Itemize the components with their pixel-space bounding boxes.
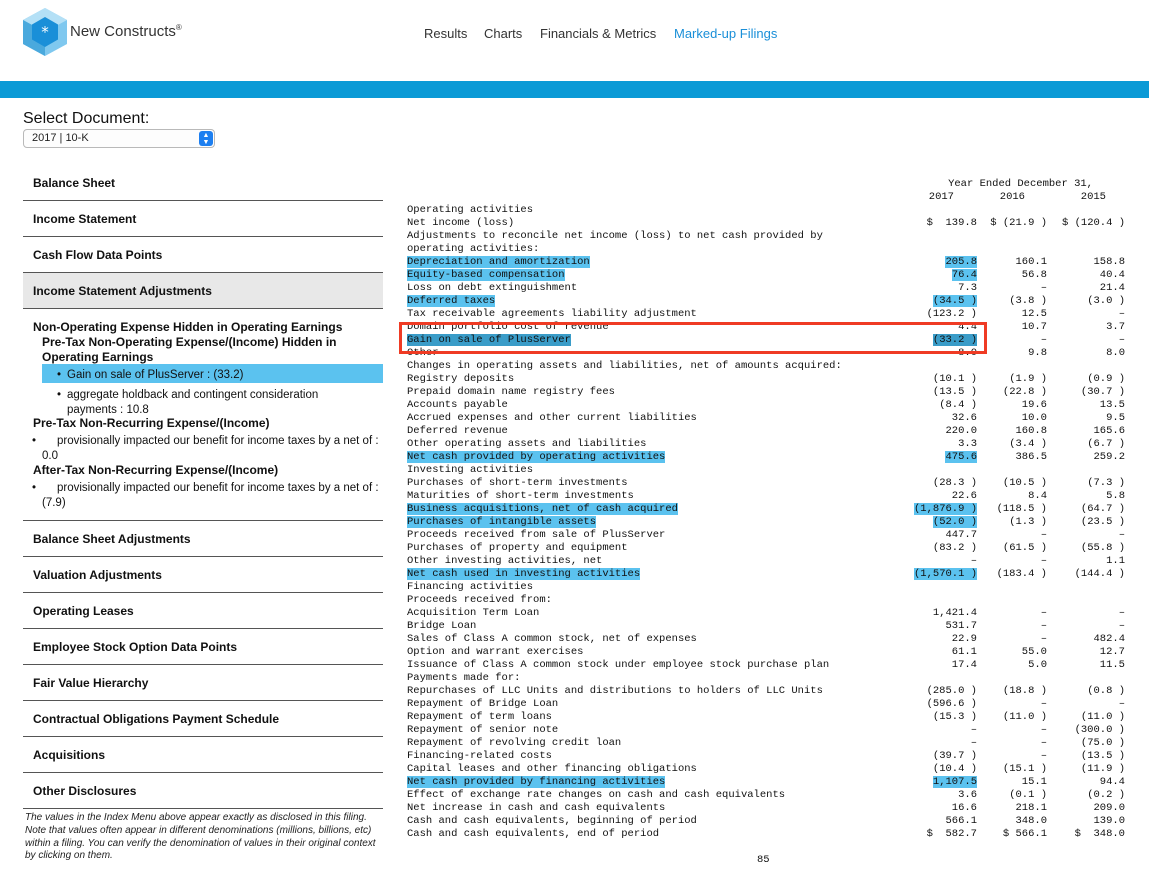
period-header: Year Ended December 31, [948,178,1093,190]
filing-value-2016: 386.5 [1015,451,1047,463]
filing-value-2017[interactable]: (33.2 ) [932,334,977,346]
sidebar-contractual-obligations[interactable]: Contractual Obligations Payment Schedule [23,701,383,737]
filing-row-label: Other operating assets and liabilities [407,438,647,450]
filing-value-2015: (55.8 ) [1080,542,1125,554]
filing-row-label: Repayment of senior note [407,724,559,736]
filing-value-2017: (596.6 ) [926,698,977,710]
nav-marked-up-filings[interactable]: Marked-up Filings [674,26,778,41]
filing-value-2016: (3.4 ) [1009,438,1047,450]
year-2016: 2016 [999,191,1025,203]
filing-value-2016: 19.6 [1021,399,1047,411]
filing-value-2015: (6.7 ) [1087,438,1125,450]
filing-value-2015: (7.3 ) [1087,477,1125,489]
filing-value-2016: (183.4 ) [996,568,1047,580]
item-aggregate-holdback[interactable]: • aggregate holdback and contingent consideration payments : 10.8 [57,389,319,416]
filing-value-2017: 61.1 [951,646,977,658]
filing-value-2017: (83.2 ) [932,542,977,554]
filing-value-2015: – [1118,334,1125,346]
filing-value-2016: (22.8 ) [1002,386,1047,398]
select-arrows-icon: ▲ ▼ [199,131,213,146]
filing-value-2015: $ (120.4 ) [1061,217,1125,229]
nav-results[interactable]: Results [424,26,468,41]
filing-row-label: Loss on debt extinguishment [407,282,578,294]
filing-value-2015: – [1118,308,1125,320]
filing-value-2015: 21.4 [1099,282,1125,294]
filing-value-2015: – [1118,529,1125,541]
filing-value-2016: (15.1 ) [1002,763,1047,775]
filing-value-2015: 209.0 [1093,802,1125,814]
filing-value-2017: 566.1 [945,815,977,827]
filing-row-label: Payments made for: [407,672,521,684]
filing-value-2016: (18.8 ) [1002,685,1047,697]
filing-row-label[interactable]: Net cash provided by operating activities [407,451,666,463]
filing-value-2016: (1.3 ) [1009,516,1047,528]
filing-value-2016: (11.0 ) [1002,711,1047,723]
filing-value-2016: 9.8 [1028,347,1047,359]
filing-value-2016: $ (21.9 ) [990,217,1047,229]
filing-row-label: Other investing activities, net [407,555,603,567]
filing-row-label[interactable]: Depreciation and amortization [407,256,590,268]
filing-row-label: Operating activities [407,204,534,216]
filing-value-2017: (8.4 ) [939,399,977,411]
filing-value-2015: 482.4 [1093,633,1125,645]
filing-value-2017: (285.0 ) [926,685,977,697]
filing-row-label: Acquisition Term Loan [407,607,540,619]
filing-value-2017: 447.7 [945,529,977,541]
filing-value-2017: (39.7 ) [932,750,977,762]
sidebar-acquisitions[interactable]: Acquisitions [23,737,383,773]
filing-value-2017[interactable]: (1,570.1 ) [913,568,977,580]
filing-row-label: Maturities of short-term investments [407,490,634,502]
filing-row-label: Domain portfolio cost of revenue [407,321,609,333]
filing-row-label: Tax receivable agreements liability adjustment [407,308,697,320]
filing-row-label: Repayment of revolving credit loan [407,737,622,749]
filing-row-label: Purchases of property and equipment [407,542,628,554]
filing-value-2016: (1.9 ) [1009,373,1047,385]
sidebar-other-disclosures[interactable]: Other Disclosures [23,773,383,809]
document-select-value: 2017 | 10-K [32,132,89,144]
filing-row-label: Prepaid domain name registry fees [407,386,615,398]
filing-row-label: Proceeds received from sale of PlusServer [407,529,666,541]
filing-value-2017: (15.3 ) [932,711,977,723]
filing-value-2017: (123.2 ) [926,308,977,320]
item-gain-on-sale-plusserver[interactable]: • Gain on sale of PlusServer : (33.2) [57,369,244,381]
filing-value-2017[interactable]: 76.4 [951,269,977,281]
sidebar-balance-sheet[interactable]: Balance Sheet [23,165,383,201]
svg-text:*: * [41,23,49,41]
filing-row-label: Repayment of term loans [407,711,552,723]
filing-value-2016: 160.8 [1015,425,1047,437]
filing-value-2015: (300.0 ) [1074,724,1125,736]
filing-row-label[interactable]: Equity-based compensation [407,269,565,281]
filing-row-label: Changes in operating assets and liabilities, net of amounts acquired: [407,360,842,372]
filing-value-2015: 9.5 [1106,412,1125,424]
filing-value-2016: 348.0 [1015,815,1047,827]
filing-row-label[interactable]: Net cash provided by financing activities [407,776,666,788]
filing-row-label: Cash and cash equivalents, beginning of period [407,815,697,827]
year-2015: 2015 [1080,191,1106,203]
filing-value-2015: 5.8 [1106,490,1125,502]
filing-value-2017: $ 139.8 [926,217,977,229]
filing-value-2015: 13.5 [1099,399,1125,411]
filing-value-2016: – [1040,334,1047,346]
filing-row-label[interactable]: Purchases of intangible assets [407,516,597,528]
filing-value-2016: – [1040,607,1047,619]
filing-value-2017[interactable]: (1,876.9 ) [913,503,977,515]
filing-row-label: Repurchases of LLC Units and distributions to holders of LLC Units [407,685,823,697]
filing-value-2015: (64.7 ) [1080,503,1125,515]
sidebar-fair-value-hierarchy[interactable]: Fair Value Hierarchy [23,665,383,701]
filing-row-label: Registry deposits [407,373,515,385]
filing-value-2016: 55.0 [1021,646,1047,658]
filing-value-2015: (0.9 ) [1087,373,1125,385]
filing-value-2016: – [1040,555,1047,567]
filing-value-2015: (11.9 ) [1080,763,1125,775]
aftertax-nonrecurring-heading[interactable]: After-Tax Non-Recurring Expense/(Income) [33,463,279,477]
filing-value-2016: 218.1 [1015,802,1047,814]
filing-value-2015: – [1118,698,1125,710]
pretax-hidden-heading[interactable]: Pre-Tax Non-Operating Expense/(Income) Hidden in Operating Earnings [42,335,337,364]
filing-value-2015: 12.7 [1099,646,1125,658]
filing-value-2017[interactable]: 205.8 [945,256,977,268]
filing-value-2017: – [970,555,977,567]
highlight-box-plusserver [399,322,987,354]
sidebar-cash-flow-data-points[interactable]: Cash Flow Data Points [23,237,383,273]
filing-value-2016: 10.7 [1021,321,1047,333]
filing-value-2016: 56.8 [1021,269,1047,281]
filing-value-2016: – [1040,750,1047,762]
filing-row-label: Deferred revenue [407,425,508,437]
filing-row-label: Option and warrant exercises [407,646,584,658]
header-accent-bar [0,81,1149,98]
filing-value-2015: (13.5 ) [1080,750,1125,762]
filing-value-2017: 32.6 [951,412,977,424]
filing-value-2015: 94.4 [1099,776,1125,788]
filing-value-2016: $ 566.1 [1002,828,1047,840]
filing-row-label: Other [407,347,439,359]
filing-value-2017: (10.4 ) [932,763,977,775]
nonop-expense-heading[interactable]: Non-Operating Expense Hidden in Operating Earnings [33,320,343,334]
filing-row-label: Investing activities [407,464,534,476]
filing-value-2016: 8.4 [1028,490,1047,502]
nav-financials-metrics[interactable]: Financials & Metrics [540,26,657,41]
index-menu-note: The values in the Index Menu above appear exactly as disclosed in this filing. Note that values often appear in different denominations (millions, billions, etc) within a filing. You can verify the denomination of values in their original context by clicking on them. [25,812,376,862]
filing-value-2015: (23.5 ) [1080,516,1125,528]
filing-value-2017: (28.3 ) [932,477,977,489]
filing-row-label[interactable]: Gain on sale of PlusServer [407,334,571,346]
filing-value-2015: (75.0 ) [1080,737,1125,749]
filing-value-2016: 12.5 [1021,308,1047,320]
filing-row-label: Net increase in cash and cash equivalents [407,802,666,814]
filing-value-2017: (10.1 ) [932,373,977,385]
filing-row-label: Adjustments to reconcile net income (loss) to net cash provided by [407,230,823,242]
filing-value-2017: 17.4 [951,659,977,671]
filing-value-2015: (3.0 ) [1087,295,1125,307]
filing-value-2017[interactable]: (52.0 ) [932,516,977,528]
sidebar-balance-sheet-adjustments[interactable]: Balance Sheet Adjustments [23,521,383,557]
filing-value-2015: $ 348.0 [1074,828,1125,840]
item-aftertax-provisional[interactable]: • provisionally impacted our benefit for income taxes by a net of : (7.9) [32,482,379,509]
page-number: 85 [757,854,770,866]
filing-value-2017: $ 582.7 [926,828,977,840]
sidebar-operating-leases[interactable]: Operating Leases [23,593,383,629]
filing-value-2017[interactable]: 1,107.5 [932,776,977,788]
filing-value-2016: – [1040,698,1047,710]
filing-value-2017: 4.4 [958,321,977,333]
brand-name: New Constructs® [70,23,182,40]
sidebar-income-statement-adjustments[interactable]: Income Statement Adjustments [23,273,383,309]
filing-value-2015: (144.4 ) [1074,568,1125,580]
sidebar-income-statement[interactable]: Income Statement [23,201,383,237]
filing-row-label: Issuance of Class A common stock under employee stock purchase plan [407,659,830,671]
filing-row-label: Repayment of Bridge Loan [407,698,559,710]
filing-value-2015: 158.8 [1093,256,1125,268]
filing-value-2016: – [1040,737,1047,749]
filing-value-2016: – [1040,724,1047,736]
filing-value-2016: 160.1 [1015,256,1047,268]
filing-value-2017: (13.5 ) [932,386,977,398]
filing-row-label: Capital leases and other financing obligations [407,763,697,775]
nav-charts[interactable]: Charts [484,26,523,41]
filing-value-2016: (10.5 ) [1002,477,1047,489]
filing-value-2015: 11.5 [1099,659,1125,671]
filing-row-label: Proceeds received from: [407,594,552,606]
filing-value-2015: 40.4 [1099,269,1125,281]
sidebar-valuation-adjustments[interactable]: Valuation Adjustments [23,557,383,593]
filing-value-2016: (3.8 ) [1009,295,1047,307]
filing-value-2015: (0.2 ) [1087,789,1125,801]
year-2017: 2017 [928,191,954,203]
filing-value-2015: (30.7 ) [1080,386,1125,398]
filing-value-2016: – [1040,620,1047,632]
item-pretax-provisional[interactable]: • provisionally impacted our benefit for income taxes by a net of : 0.0 [32,435,379,462]
filing-row-label: Bridge Loan [407,620,477,632]
filing-value-2016: 5.0 [1028,659,1047,671]
filing-row-label: Financing activities [407,581,534,593]
document-select[interactable] [23,129,215,148]
filing-value-2016: – [1040,282,1047,294]
filing-value-2015: 259.2 [1093,451,1125,463]
filing-value-2015: (0.8 ) [1087,685,1125,697]
filing-value-2015: 165.6 [1093,425,1125,437]
filing-value-2017: 8.0 [958,347,977,359]
filing-row-label: operating activities: [407,243,540,255]
filing-value-2017[interactable]: 475.6 [945,451,977,463]
filing-row-label: Purchases of short-term investments [407,477,628,489]
filing-value-2017: 3.3 [958,438,977,450]
filing-value-2015: 139.0 [1093,815,1125,827]
filing-value-2015: 3.7 [1106,321,1125,333]
filing-row-label: Net income (loss) [407,217,515,229]
filing-value-2017: 3.6 [958,789,977,801]
filing-row-label: Cash and cash equivalents, end of period [407,828,660,840]
filing-value-2017: 16.6 [951,802,977,814]
filing-row-label: Financing-related costs [407,750,552,762]
pretax-nonrecurring-heading[interactable]: Pre-Tax Non-Recurring Expense/(Income) [33,416,270,430]
new-constructs-logo-icon[interactable] [22,7,68,57]
filing-value-2017: 1,421.4 [932,607,977,619]
select-document-label: Select Document: [23,110,150,127]
filing-value-2016: – [1040,633,1047,645]
filing-value-2017[interactable]: (34.5 ) [932,295,977,307]
filing-value-2017: 22.9 [951,633,977,645]
sidebar-employee-stock-options[interactable]: Employee Stock Option Data Points [23,629,383,665]
filing-value-2015: 1.1 [1106,555,1125,567]
filing-value-2015: (11.0 ) [1080,711,1125,723]
filing-value-2016: – [1040,529,1047,541]
filing-row-label: Sales of Class A common stock, net of expenses [407,633,697,645]
filing-value-2017: 22.6 [951,490,977,502]
filing-row-label: Accrued expenses and other current liabilities [407,412,697,424]
filing-value-2017: – [970,737,977,749]
filing-value-2015: – [1118,607,1125,619]
filing-value-2015: 8.0 [1106,347,1125,359]
filing-value-2017: 7.3 [958,282,977,294]
filing-row-label: Effect of exchange rate changes on cash and cash equivalents [407,789,786,801]
filing-row-label: Accounts payable [407,399,508,411]
filing-value-2015: – [1118,620,1125,632]
filing-value-2017: 531.7 [945,620,977,632]
filing-value-2016: (61.5 ) [1002,542,1047,554]
filing-row-label[interactable]: Net cash used in investing activities [407,568,641,580]
filing-value-2016: 10.0 [1021,412,1047,424]
filing-value-2016: (0.1 ) [1009,789,1047,801]
filing-value-2017: – [970,724,977,736]
filing-value-2016: 15.1 [1021,776,1047,788]
filing-row-label[interactable]: Business acquisitions, net of cash acquired [407,503,678,515]
filing-value-2016: (118.5 ) [996,503,1047,515]
filing-value-2017: 220.0 [945,425,977,437]
filing-row-label[interactable]: Deferred taxes [407,295,496,307]
